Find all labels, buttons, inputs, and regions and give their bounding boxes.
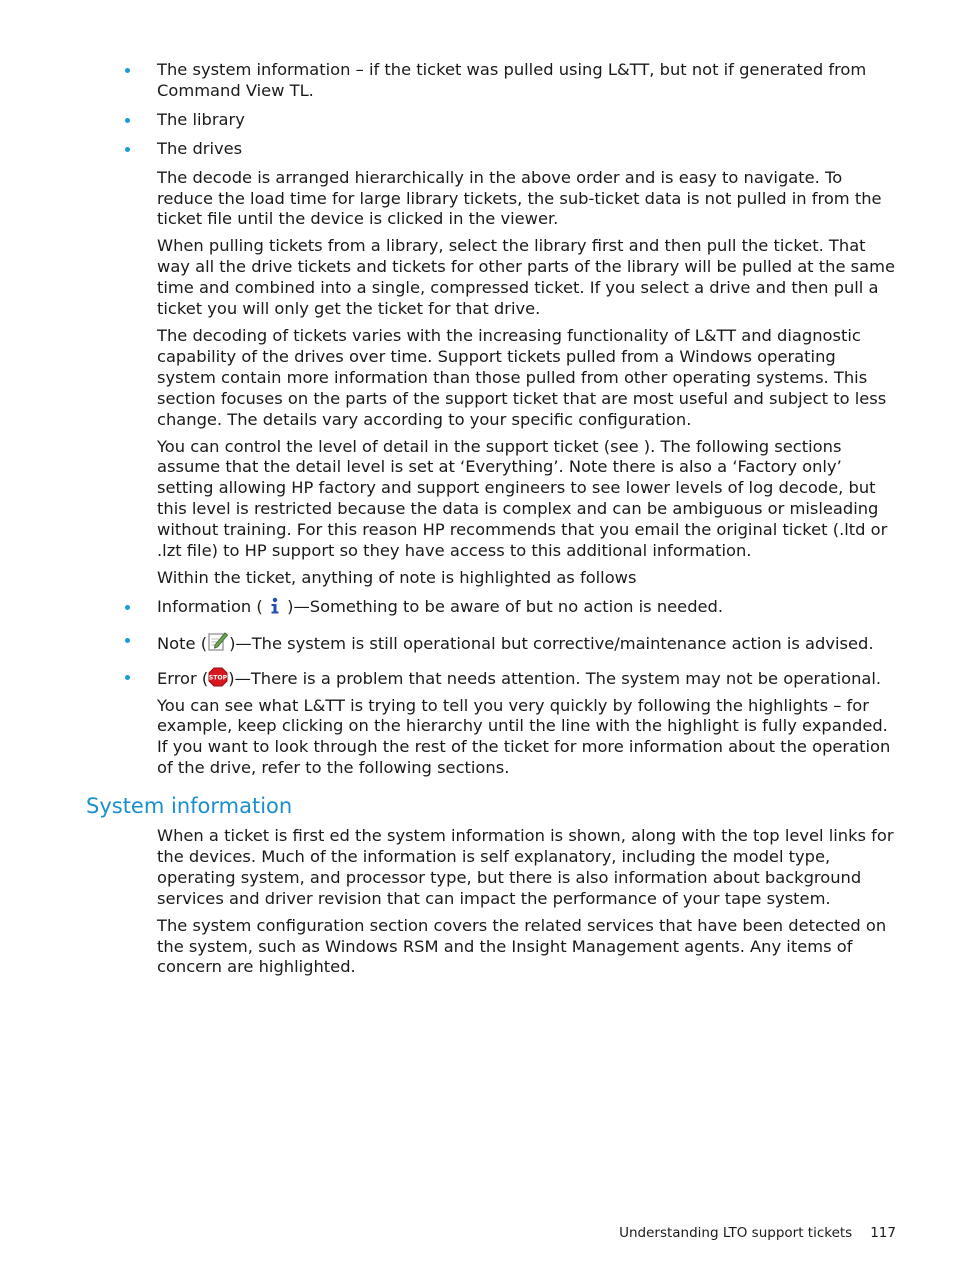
highlight-error-before: Error ( <box>157 668 209 688</box>
section-heading: System information <box>86 794 293 818</box>
paragraph: The decode is arranged hierarchically in the above order and is easy to navigate. To reduce the load time for large library tickets, the sub-ticket data is not pulled in from the ticket file until the device is clicked in the viewer. <box>157 167 882 229</box>
paragraph: You can control the level of detail in the support ticket (see ). The following sections assume that the detail level is set at ‘Everything’. Note there is also a ‘Factory only’ setting allowing HP factory and support engineers to see lower levels of log decode, but this level is restricted because the data is complex and can be ambiguous or misleading without training. For this reason HP recommends that you email the original ticket (.ltd or .lzt file) to HP support so they have access to this additional information. <box>157 436 888 561</box>
paragraph: When a ticket is first ed the system information is shown, along with the top level links for the devices. Much of the information is self explanatory, including the model type, operating system, and processor type, but there is also information about background services and driver revision that can impact the performance of your tape system. <box>157 826 894 908</box>
highlight-note-after: )—The system is still operational but corrective/maintenance action is advised. <box>229 633 874 653</box>
page-body <box>157 60 899 785</box>
list-item: The drives <box>122 139 899 160</box>
highlight-information-after: )—Something to be aware of but no action is needed. <box>281 596 724 616</box>
list-item: The system information – if the ticket was pulled using L&TT, but not if generated from Command View TL. <box>122 60 899 102</box>
info-icon <box>268 597 282 615</box>
section-body <box>157 826 899 984</box>
list-item: The library <box>122 110 899 131</box>
highlight-note-before: Note ( <box>157 633 208 653</box>
highlight-information-before: Information ( <box>157 596 268 616</box>
stop-icon <box>208 667 228 687</box>
page-number: 117 <box>870 1225 896 1241</box>
paragraph: When pulling tickets from a library, select the library first and then pull the ticket. That way all the drive tickets and tickets for other parts of the library will be pulled at the same time and combined into a single, compressed ticket. If you select a drive and then pull a ticket you will only get the ticket for that drive. <box>157 236 895 319</box>
contents-list <box>157 60 899 160</box>
stop-icon-label: STOP <box>208 674 228 682</box>
highlight-error-after: )—There is a problem that needs attention. The system may not be operational. <box>228 668 882 688</box>
highlight-note-item <box>122 630 899 655</box>
page-footer <box>619 1223 896 1244</box>
paragraph: You can see what L&TT is trying to tell you very quickly by following the highlights – for example, keep clicking on the hierarchy until the line with the highlight is fully expanded. If you want to look through the rest of the ticket for more information about the operation of the drive, refer to the following sections. <box>157 695 891 778</box>
footer-title: Understanding LTO support tickets <box>619 1225 853 1241</box>
highlight-error-item <box>122 667 899 690</box>
paragraph: Within the ticket, anything of note is highlighted as follows <box>157 567 637 587</box>
paragraph: The decoding of tickets varies with the increasing functionality of L&TT and diagnostic capability of the drives over time. Support tickets pulled from a Windows operating system contain more information than those pulled from other operating systems. This section focuses on the parts of the support ticket that are most useful and subject to less change. The details vary according to your specific configuration. <box>157 325 887 429</box>
highlight-list <box>157 597 899 690</box>
highlight-information-item <box>122 597 899 618</box>
paragraph: The system configuration section covers the related services that have been detected on the system, such as Windows RSM and the Insight Management agents. Any items of concern are highlighted. <box>157 915 887 977</box>
note-icon <box>207 630 229 652</box>
